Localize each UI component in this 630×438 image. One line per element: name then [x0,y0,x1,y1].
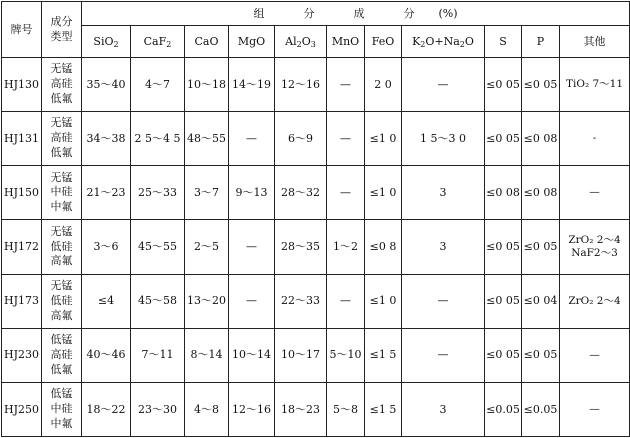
value-cell-cao: 13～20 [185,274,229,328]
type-line: 低锰 [50,333,73,346]
value-cell-cao: 3～7 [185,166,229,220]
brand-cell: HJ173 [2,274,42,328]
table-body [2,58,630,437]
brand-cell: HJ230 [2,328,42,382]
type-cell [42,328,82,382]
value-cell-caf2: 45～58 [131,274,185,328]
value-cell-sio2: 21～23 [82,166,131,220]
brand-cell: HJ250 [2,382,42,436]
value-cell-mgo: — [229,274,275,328]
other-line: — [589,402,600,415]
value-cell-al2o3: 10～17 [275,328,327,382]
value-cell-caf2: 25～33 [131,166,185,220]
value-cell-feo: ≤1 0 [365,112,402,166]
value-cell-feo: ≤1 5 [365,382,402,436]
other-line: - [592,132,597,145]
column-header-al2o3: $Al_2O_3$ [275,26,327,58]
table-row [2,382,630,436]
type-line: 无锰 [50,62,73,76]
value-cell-p: ≤0 04 [522,274,560,328]
value-cell-feo: ≤1 0 [365,274,402,328]
type-cell [42,166,82,220]
value-cell-k2o-na2o: — [402,58,485,112]
type-line: 高氟 [50,308,73,322]
column-header-mgo: MgO [229,26,275,58]
type-line: 低氟 [50,362,73,376]
value-cell-mgo: — [229,220,275,274]
value-cell-mno: — [327,112,365,166]
value-cell-mno: 5～8 [327,382,365,436]
value-cell-caf2: 2 5～4 5 [131,112,185,166]
other-line: — [589,186,600,199]
value-cell-sio2: 40～46 [82,328,131,382]
value-cell-feo: ≤0 8 [365,220,402,274]
table-row [2,112,630,166]
value-cell-sio2: 35～40 [82,58,131,112]
type-cell [42,58,82,112]
value-cell-other [560,274,630,328]
value-cell-s: ≤0 05 [485,112,522,166]
table-row [2,274,630,328]
type-line: 高硅 [50,347,73,361]
type-header-text: 成分类型 [50,15,73,43]
type-line: 低氟 [50,146,73,160]
value-cell-k2o-na2o: 3 [402,382,485,436]
value-cell-other [560,328,630,382]
column-header-s: S [485,26,522,58]
value-cell-k2o-na2o: 3 [402,220,485,274]
value-cell-other [560,166,630,220]
value-cell-cao: 10～18 [185,58,229,112]
value-cell-mgo: 10～14 [229,328,275,382]
column-header-mno: MnO [327,26,365,58]
other-line: ZrO₂ 2～4 [568,294,621,307]
type-line: 低氟 [50,91,73,105]
type-cell [42,220,82,274]
column-header-caf2: CaF$_2$ [131,26,185,58]
value-cell-s: ≤0 05 [485,58,522,112]
column-header-other: 其他 [560,26,630,58]
type-line: 无锰 [50,278,73,292]
value-cell-mno: — [327,166,365,220]
type-line: 中硅 [50,185,73,199]
type-cell [42,274,82,328]
composition-header [82,2,630,26]
type-cell [42,112,82,166]
value-cell-caf2: 23～30 [131,382,185,436]
value-cell-k2o-na2o: — [402,328,485,382]
value-cell-cao: 48～55 [185,112,229,166]
value-cell-p: ≤0 05 [522,58,560,112]
type-line: 中硅 [50,402,73,415]
value-cell-s: ≤0 05 [485,274,522,328]
value-cell-cao: 2～5 [185,220,229,274]
type-line: 无锰 [50,170,73,184]
value-cell-s: ≤0.05 [485,382,522,436]
flux-composition-table [1,1,630,437]
value-cell-feo: 2 0 [365,58,402,112]
composition-title: 组 分 成 分 [253,6,429,20]
type-line: 高硅 [50,77,73,91]
value-cell-al2o3: 28～32 [275,166,327,220]
column-header-cao: CaO [185,26,229,58]
type-cell [42,382,82,436]
value-cell-mgo: — [229,112,275,166]
value-cell-p: ≤0 08 [522,112,560,166]
value-cell-caf2: 45～55 [131,220,185,274]
value-cell-mgo: 12～16 [229,382,275,436]
column-header-sio2: SiO$_2$ [82,26,131,58]
value-cell-cao: 8～14 [185,328,229,382]
value-cell-mno: 5～10 [327,328,365,382]
table-row [2,328,630,382]
brand-cell: HJ130 [2,58,42,112]
brand-cell: HJ172 [2,220,42,274]
header-row-top [2,2,630,26]
type-line: 无锰 [50,116,73,130]
value-cell-sio2: 3～6 [82,220,131,274]
value-cell-s: ≤0 08 [485,166,522,220]
value-cell-k2o-na2o: 1 5～3 0 [402,112,485,166]
value-cell-cao: 4～8 [185,382,229,436]
value-cell-feo: ≤1 5 [365,328,402,382]
value-cell-mno: — [327,58,365,112]
value-cell-caf2: 7～11 [131,328,185,382]
brand-cell: HJ131 [2,112,42,166]
unit-label: (%) [438,6,458,20]
value-cell-sio2: 18～22 [82,382,131,436]
type-line: 中氟 [50,200,73,214]
table-row [2,220,630,274]
value-cell-al2o3: 22～33 [275,274,327,328]
value-cell-p: ≤0 05 [522,328,560,382]
other-line: — [589,348,600,361]
type-header [42,2,82,58]
value-cell-caf2: 4～7 [131,58,185,112]
type-line: 高氟 [50,254,73,268]
type-line: 高硅 [50,131,73,145]
value-cell-k2o-na2o: 3 [402,166,485,220]
type-line: 低锰 [50,387,73,401]
value-cell-p: ≤0 05 [522,220,560,274]
other-line: NaF2～3 [571,246,618,259]
value-cell-p: ≤0 08 [522,166,560,220]
value-cell-al2o3: 18～23 [275,382,327,436]
value-cell-feo: ≤1 0 [365,166,402,220]
brand-cell: HJ150 [2,166,42,220]
other-line: ZrO₂ 2～4 [568,233,621,246]
value-cell-p: ≤0.05 [522,382,560,436]
value-cell-mno: — [327,274,365,328]
value-cell-s: ≤0 05 [485,328,522,382]
column-header-k2o-na2o: $K_2O+Na_2O$ [402,26,485,58]
other-line: TiO₂ 7～11 [565,78,624,90]
column-header-p: P [522,26,560,58]
value-cell-sio2: ≤4 [82,274,131,328]
brand-header: 牌号 [2,2,42,58]
value-cell-s: ≤0 05 [485,220,522,274]
value-cell-mgo: 14～19 [229,58,275,112]
type-line: 中氟 [50,416,73,430]
value-cell-al2o3: 6～9 [275,112,327,166]
header-row-columns [2,26,630,58]
value-cell-other [560,382,630,436]
type-line: 低硅 [50,293,73,307]
value-cell-mgo: 9～13 [229,166,275,220]
value-cell-al2o3: 12～16 [275,58,327,112]
value-cell-k2o-na2o: — [402,274,485,328]
composition-table-container [1,1,629,437]
type-line: 低硅 [50,239,73,253]
type-line: 无锰 [50,224,73,238]
value-cell-other [560,220,630,274]
value-cell-other [560,112,630,166]
value-cell-other [560,58,630,112]
value-cell-sio2: 34～38 [82,112,131,166]
table-row [2,166,630,220]
value-cell-al2o3: 28～35 [275,220,327,274]
value-cell-mno: 1～2 [327,220,365,274]
column-header-feo: FeO [365,26,402,58]
table-row [2,58,630,112]
